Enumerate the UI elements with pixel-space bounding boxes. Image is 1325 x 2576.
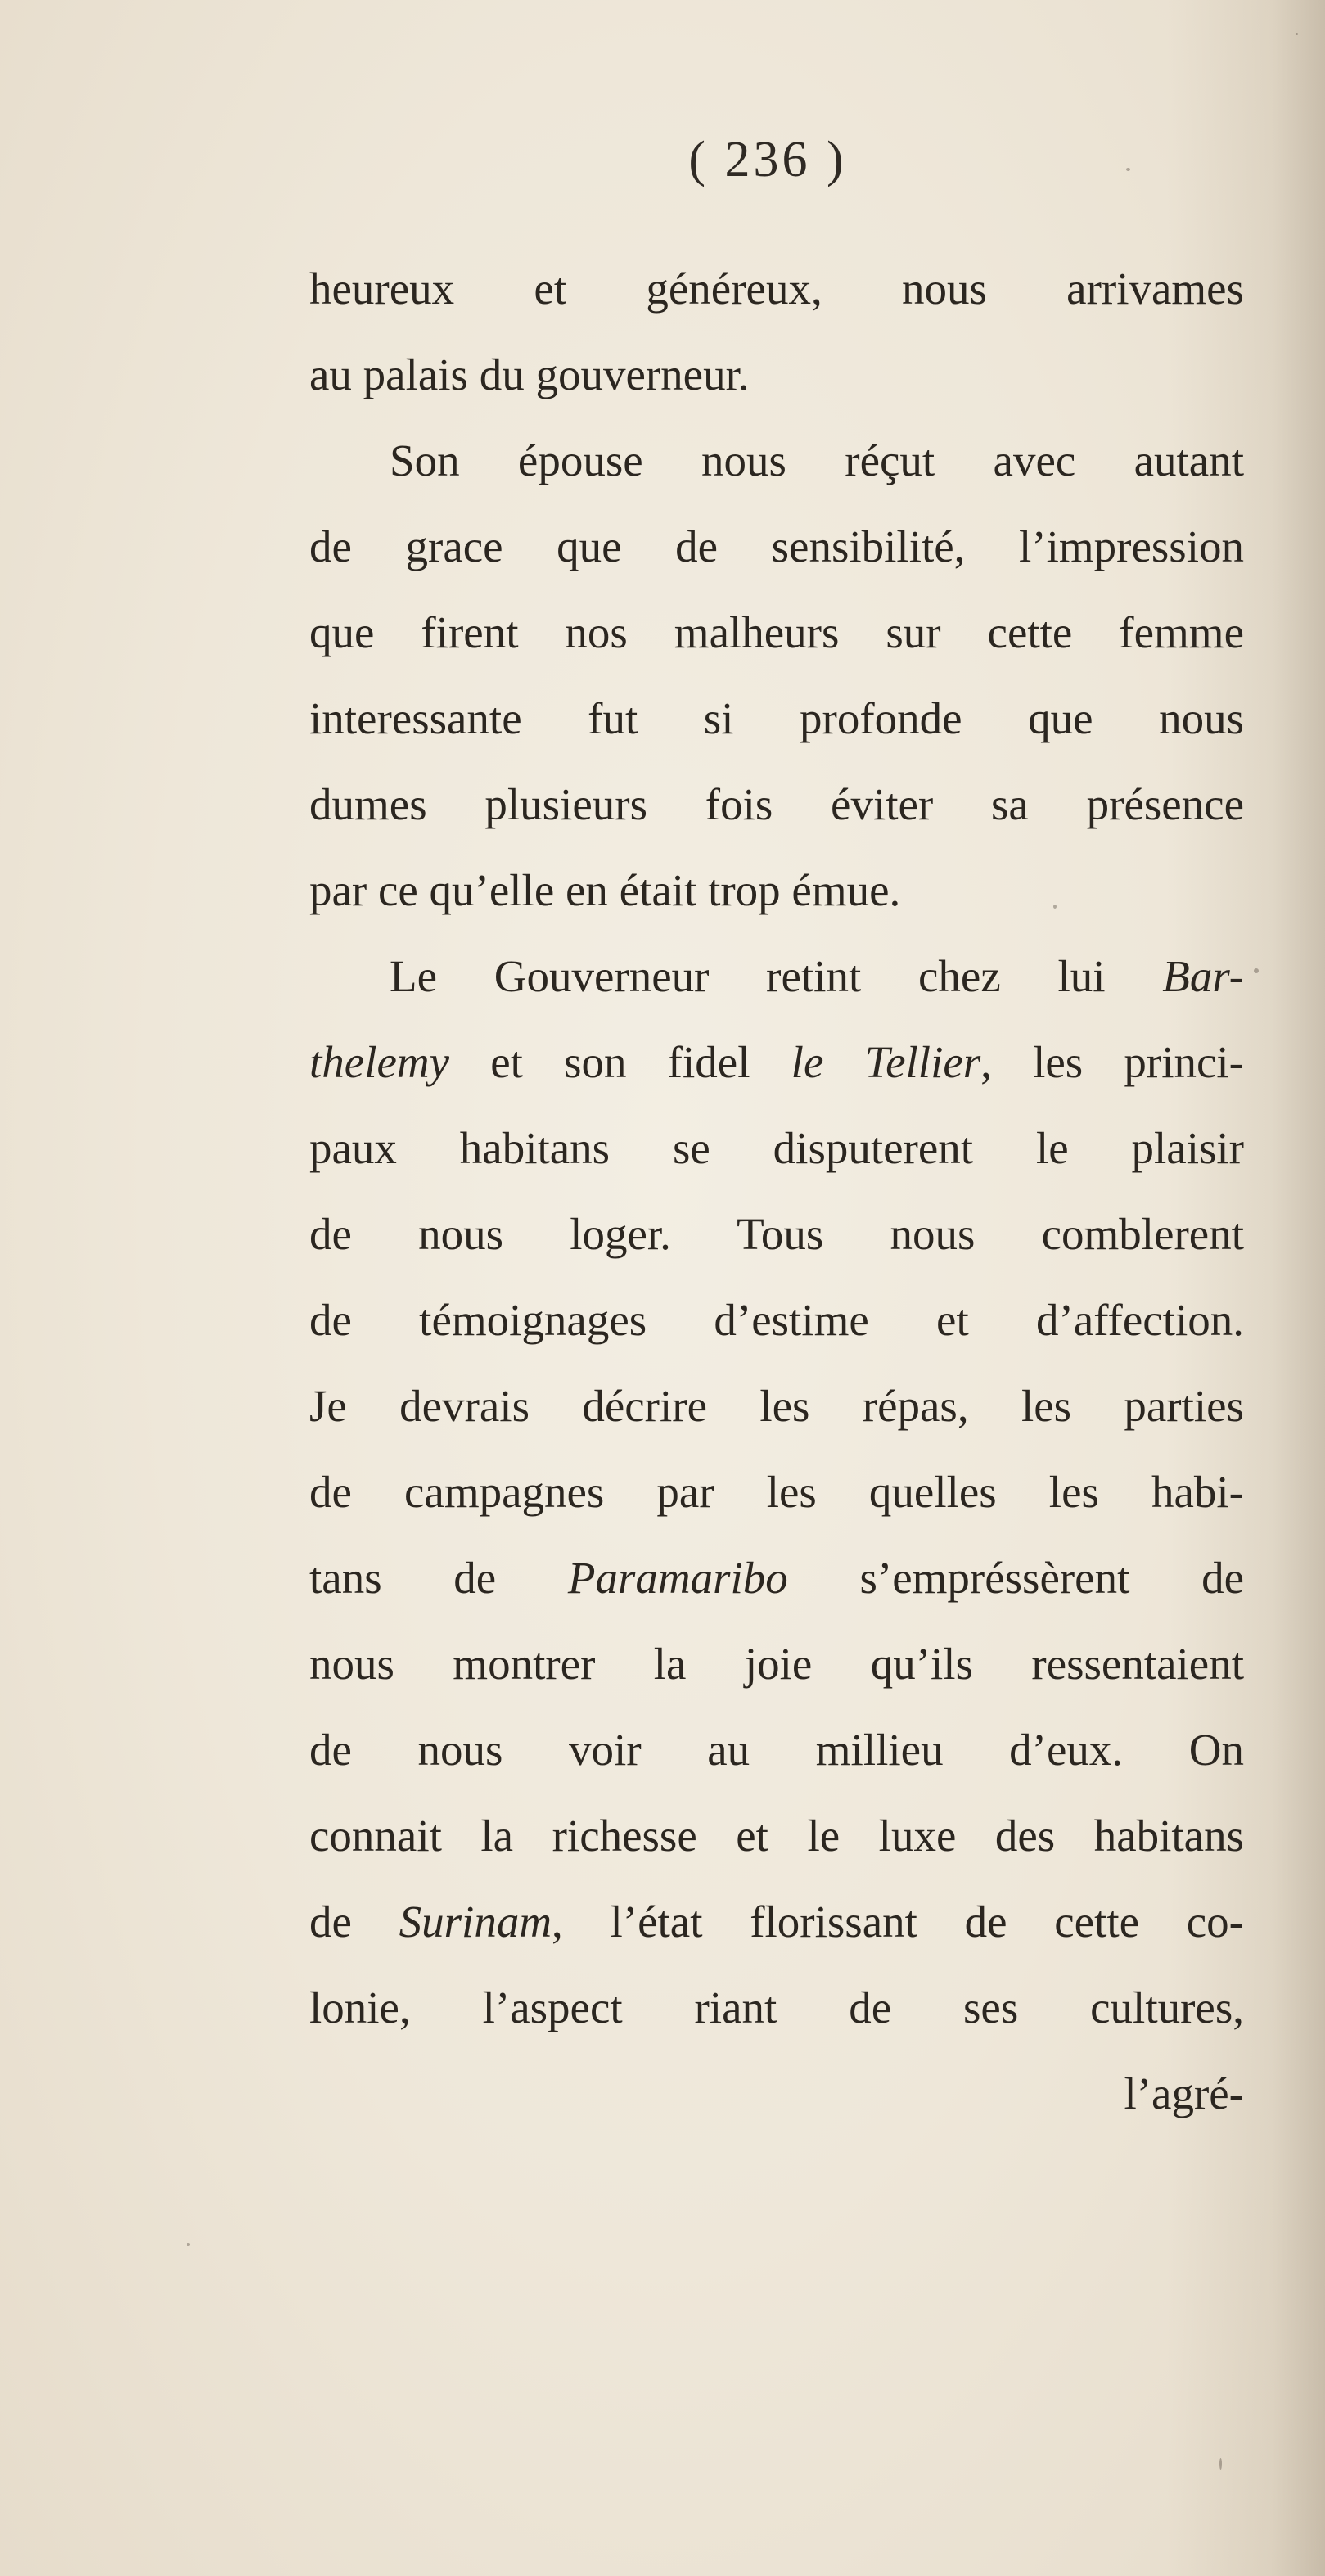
text-line: connait la richesse et le luxe des habitans [309,1811,1244,1861]
text-line: de témoignages d’estime et d’affection. [309,1295,1244,1345]
text-line: que firent nos malheurs sur cette femme [309,607,1244,657]
paper-speck [1053,905,1057,909]
italic-place: Paramaribo [567,1553,788,1603]
text-line: de campagnes par les quelles les habi- [309,1467,1244,1517]
text-line: thelemy et son fidel le Tellier, les princi- [309,1037,1244,1087]
italic-name: thelemy [309,1037,450,1087]
paper-speck [1219,2458,1222,2470]
italic-place: Surinam [399,1897,552,1947]
text-line: par ce qu’elle en était trop émue. [309,865,901,915]
text-line: tans de Paramaribo s’empréssèrent de [309,1553,1244,1603]
text-line: de Surinam, l’état florissant de cette co- [309,1897,1244,1947]
text-line: lonie, l’aspect riant de ses cultures, [309,1983,1244,2032]
text-line: de nous voir au millieu d’eux. On [309,1725,1244,1775]
text-line: de nous loger. Tous nous comblerent [309,1209,1244,1259]
italic-name: Bar- [1162,951,1244,1001]
catchword: l’agré- [1124,2068,1244,2118]
page-number: ( 236 ) [688,132,847,187]
italic-name: le Tellier [791,1037,981,1087]
text-line: dumes plusieurs fois éviter sa présence [309,779,1244,829]
text-line: de grace que de sensibilité, l’impression [309,521,1244,571]
paper-speck [327,1580,331,1583]
text-line: heureux et généreux, nous arrivames [309,264,1244,314]
text-line: au palais du gouverneur. [309,350,750,399]
text-line: nous montrer la joie qu’ils ressentaient [309,1639,1244,1689]
text-line: Je devrais décrire les répas, les parties [309,1381,1244,1431]
body-text [309,246,1244,2136]
paper-speck [1296,33,1298,35]
text-line: paux habitans se disputerent le plaisir [309,1123,1244,1173]
text-line: interessante fut si profonde que nous [309,693,1244,743]
paper-speck [1254,968,1259,973]
paper-speck [1126,168,1130,171]
text-line: Le Gouverneur retint chez lui Bar- [390,951,1244,1001]
text-line: Son épouse nous réçut avec autant [390,435,1244,485]
paper-speck [187,2243,190,2246]
